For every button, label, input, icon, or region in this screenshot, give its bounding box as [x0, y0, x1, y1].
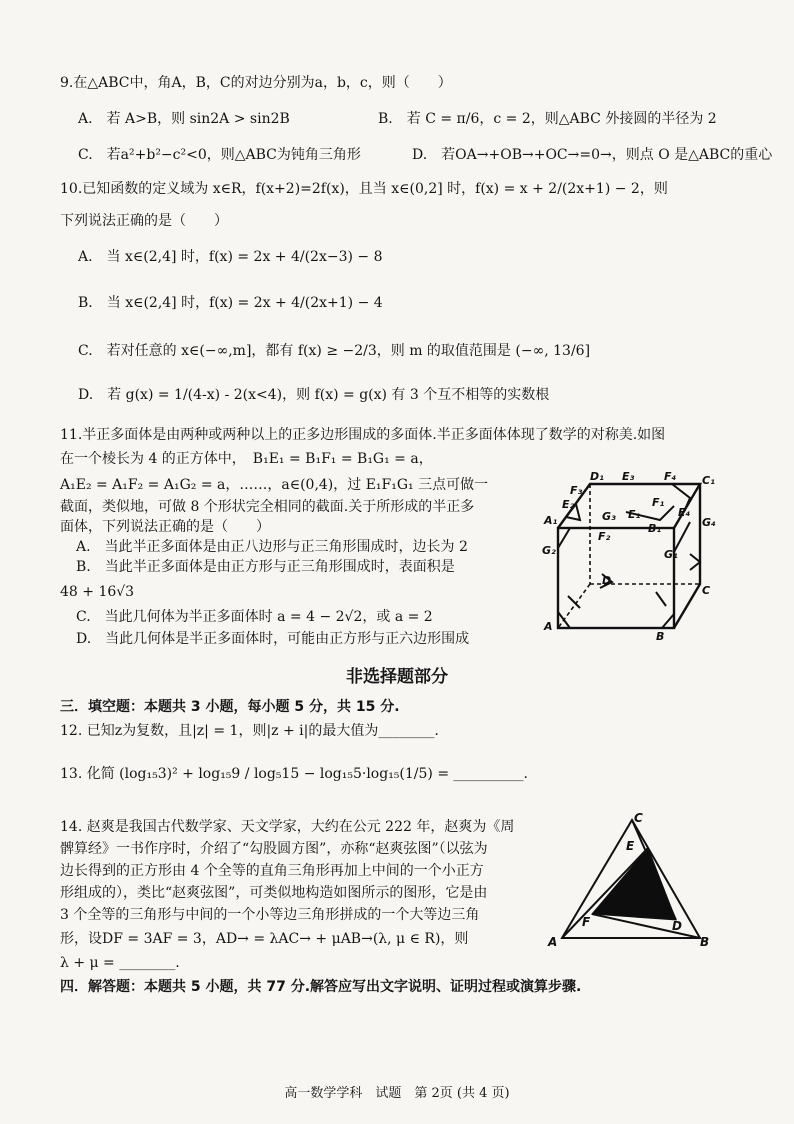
cube-label: F₄ — [664, 470, 677, 483]
cube-label: G₂ — [542, 544, 556, 557]
q11-line-3: A₁E₂ = A₁F₂ = A₁G₂ = a，……，a∈(0,4)，过 E₁F₁G₁ 三点可做一 — [60, 477, 489, 493]
q11-option-d: D. 当此几何体是半正多面体时，可能由正方形与正六边形围成 — [76, 631, 470, 647]
triangle-label: B — [700, 935, 710, 949]
q13: 13. 化简 (log₁₅3)² + log₁₅9 / log₅15 − log₁₅5·log₁₅(1/5) = __________. — [60, 766, 528, 782]
cube-label: F₂ — [598, 530, 611, 543]
triangle-label: A — [548, 935, 558, 949]
cube-label: F₁ — [652, 496, 665, 509]
cube-label: G₃ — [602, 510, 616, 523]
cube-label: A₁ — [544, 514, 558, 527]
cube-label: D — [602, 574, 612, 587]
cube-label: F₃ — [570, 484, 583, 497]
triangle-label: F — [582, 915, 591, 929]
q11-option-c: C. 当此几何体为半正多面体时 a = 4 − 2√2，或 a = 2 — [76, 609, 433, 625]
q10-option-d: D. 若 g(x) = 1/(4-x) - 2(x<4)，则 f(x) = g(x) 有 3 个互不相等的实数根 — [78, 387, 550, 403]
cube-label: E₂ — [562, 498, 575, 511]
q9-option-a: A. 若 A>B，则 sin2A > sin2B — [78, 111, 290, 127]
q12: 12. 已知z为复数，且|z| = 1，则|z + i|的最大值为________. — [60, 723, 439, 739]
q9-option-b: B. 若 C = π/6，c = 2，则△ABC 外接圆的半径为 2 — [378, 111, 717, 127]
triangle-label: E — [626, 839, 635, 853]
cube-label: C — [702, 584, 711, 597]
cube-label: A — [544, 620, 553, 633]
q14-line-1: 14. 赵爽是我国古代数学家、天文学家，大约在公元 222 年，赵爽为《周 — [60, 819, 515, 835]
cube-label: B — [656, 630, 665, 642]
page-footer: 高一数学学科 试题 第 2页 (共 4 页) — [284, 1086, 510, 1101]
q11-line-4: 截面，类似地，可做 8 个形状完全相同的截面.关于所形成的半正多 — [60, 499, 475, 515]
q10-stem: 10.已知函数的定义域为 x∈R，f(x+2)=2f(x)，且当 x∈(0,2] 时，f(x) = x + 2/(2x+1) − 2，则 — [60, 181, 668, 197]
section-heading: 非选择题部分 — [346, 667, 448, 687]
q11-option-b: B. 当此半正多面体是由正方形与正三角形围成时，表面积是 — [76, 559, 455, 575]
q14-line-2: 髀算经》一书作序时，介绍了“勾股圆方图”，亦称“赵爽弦图”（以弦为 — [60, 841, 488, 857]
q9-option-d: D. 若OA→+OB→+OC→=0→，则点 O 是△ABC的重心 — [412, 147, 773, 163]
q11-line-5: 面体，下列说法正确的是（ ） — [60, 519, 270, 535]
q14-line-3: 边长得到的正方形由 4 个全等的直角三角形再加上中间的一个小正方 — [60, 863, 484, 879]
q10-stem-2: 下列说法正确的是（ ） — [60, 213, 228, 229]
q10-option-a: A. 当 x∈(2,4] 时，f(x) = 2x + 4/(2x−3) − 8 — [78, 249, 383, 265]
q11-line-1: 11.半正多面体是由两种或两种以上的正多边形围成的多面体.半正多面体体现了数学的对称美.如图 — [60, 427, 666, 443]
q10-option-b: B. 当 x∈(2,4] 时，f(x) = 2x + 4/(2x+1) − 4 — [78, 295, 383, 311]
q11-line-2: 在一个棱长为 4 的正方体中， B₁E₁ = B₁F₁ = B₁G₁ = a， — [60, 451, 433, 467]
cube-figure — [540, 462, 722, 642]
cube-label: E₁ — [628, 508, 641, 521]
q14-line-7: λ + μ = ________. — [60, 955, 180, 971]
cube-label: E₃ — [622, 470, 635, 483]
cube-label: C₁ — [702, 474, 715, 487]
q9-stem: 9.在△ABC中，角A，B，C的对边分别为a，b，c，则（ ） — [60, 75, 452, 91]
cube-label: G₄ — [702, 516, 716, 529]
q14-line-4: 形组成的），类比“赵爽弦图”，可类似地构造如图所示的图形，它是由 — [60, 885, 488, 901]
q14-line-5: 3 个全等的三角形与中间的一个小等边三角形拼成的一个大等边三角 — [60, 907, 480, 923]
triangle-figure — [544, 810, 716, 950]
part3-title: 三．填空题：本题共 3 小题，每小题 5 分，共 15 分. — [60, 699, 400, 715]
triangle-label: C — [634, 811, 643, 825]
q9-option-c: C. 若a²+b²−c²<0，则△ABC为钝角三角形 — [78, 147, 361, 163]
q11-option-a: A. 当此半正多面体是由正八边形与正三角形围成时，边长为 2 — [76, 539, 468, 555]
q11-option-b-value: 48 + 16√3 — [60, 584, 135, 600]
cube-label: B₁ — [648, 522, 662, 535]
cube-label: E₄ — [678, 506, 691, 519]
triangle-label: D — [672, 919, 682, 933]
q14-line-6: 形，设DF = 3AF = 3，AD→ = λAC→ + μAB→(λ, μ ∈ R)，则 — [60, 931, 469, 947]
part4-title: 四．解答题：本题共 5 小题，共 77 分.解答应写出文字说明、证明过程或演算步骤. — [60, 979, 582, 995]
cube-label: D₁ — [590, 470, 604, 483]
q10-option-c: C. 若对任意的 x∈(−∞,m]，都有 f(x) ≥ −2/3，则 m 的取值范围是 (−∞, 13/6] — [78, 343, 591, 359]
cube-label: G₁ — [664, 548, 678, 561]
